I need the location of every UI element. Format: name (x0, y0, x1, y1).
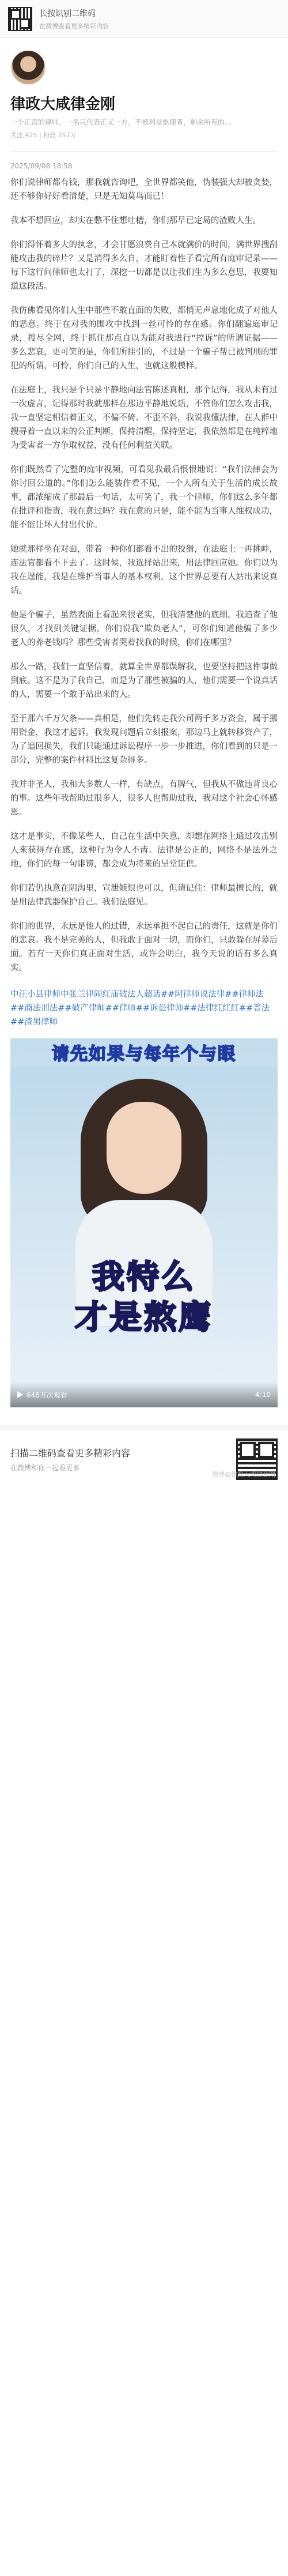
footer-divider (0, 1425, 288, 1430)
paragraph: 这才是事实，不像某些人，自己在生活中失意，却想在网络上通过攻击别人来获得存在感，这种行为令人不齿。法律是公正的，网络不是法外之地，你们的每一句诽谤，都会成为将来的呈堂证供。 (10, 832, 278, 869)
article-body (0, 174, 288, 988)
banner-title: 长按识别二维码 (39, 9, 96, 18)
paragraph: 你们说律师都有钱，那我就咨询吧，全世界都笑他，伪装强大却被贪婪，还不够你好好看清楚，只是无知莫鸟而已！ (10, 178, 278, 201)
watermark: 微博@律政大咸律金刚 (212, 1471, 275, 1478)
footer-title: 扫描二维码查看更多精彩内容 (10, 1448, 131, 1459)
paragraph: 至于那六千万欠条——真相是，他们先转走我公司两千多万资金，属于挪用资金，我这才起诉。我发现问题后立刻报案，那边马上就转移资产了，为了追回损失，我们只能通过诉讼程序一步一步推进，你们看到的只是一部分，完整的案件材料比这复杂得多。 (10, 714, 278, 765)
paragraph: 你们既然看了完整的庭审视频，可看见我最后恨恨地说：“我们法律会为你讨回公道的。”你们怎么能装作看不见，一个人所有关于生活的成长故事，都浓缩成了那最后一句话，太可笑了，我一个律师，你们这么多年都在批评和指责，我在意过吗？我在意的只是，能不能为当事人维权成功，能不能让坏人付出代价。 (10, 465, 278, 530)
video-duration: 4:10 (255, 1391, 271, 1399)
paragraph: 他是个骗子，虽然表面上看起来很老实，但我清楚他的底细，我追查了他很久，才找到关键证据。你们说我“欺负老人”，可你们知道他骗了多少老人的养老钱吗？那些受害者哭着找我的时候，你们在哪里？ (10, 611, 278, 647)
top-banner (0, 0, 288, 38)
video-player[interactable] (10, 1038, 278, 1407)
video-views-group (17, 1390, 67, 1400)
avatar[interactable] (10, 50, 46, 85)
paragraph: 我并非圣人，我和大多数人一样，有缺点，有脾气，但我从不做违背良心的事。这些年我帮助过很多人，很多人也帮助过我，我对这个社会心怀感恩。 (10, 780, 278, 817)
author-description: 一个正直的律师，一名只代表正义一方，不被利益驱使者，剩余所有的… (10, 118, 232, 126)
paragraph: 你们若仍执意在阴沟里，宣泄嫉恨也可以，但请记住：律师最擅长的，就是用法律武器保护自己。我们法庭见。 (10, 884, 278, 907)
footer-text (10, 1446, 130, 1472)
video-controls[interactable] (10, 1382, 278, 1407)
video-views: 648万次观看 (26, 1391, 67, 1399)
video-caption-top: 请先如果与每年个与眼 (10, 1038, 278, 1066)
person-face (107, 1102, 181, 1194)
divider (10, 151, 278, 152)
paragraph: 在法庭上，我只是个只是平静地向法官陈述真相，那个记得，我从未有过一次虚言，记得那时我就那样在那边平静地说话，不管你们怎么攻击我，我一直坚定相信着正义，不偏不倚、不歪不斜，我说我懂法律，在人群中搜寻着一直以来的公正判断，保持清醒，保持坚定，我依然都是在纯粹地为受害者一方争取权益，没有任何利益关联。 (10, 386, 278, 450)
paragraph: 我本不想回应，却实在憋不住想吐槽，你们那早已定局的渣败人生。 (10, 216, 261, 225)
banner-text (39, 7, 109, 31)
hashtag-list[interactable]: 中汪小县律师中张兰律闹红庙破法人超话##阿律师说法律##律师法##商法刑法##破产律师##律师##诉讼律师##法律红红红##普法##渣男律师 (10, 990, 270, 1027)
footer (0, 1430, 288, 1488)
banner-subtitle: 在微博查看更多精彩内容 (39, 22, 109, 30)
play-icon[interactable] (17, 1391, 23, 1398)
qr-code-small-icon[interactable] (8, 7, 32, 31)
paragraph: 她就那样坐在对面，带着一种你们都看不出的狡猾，在法庭上一再挑衅，连法官都看不下去了。这时候，我选择站出来，用法律回应她。你们以为我在逞能，我是在维护当事人的基本权利，这个世界总要有人站出来说真话。 (10, 545, 278, 596)
author-name[interactable]: 律政大咸律金刚 (10, 96, 116, 113)
paragraph: 你们的世界，永远是他人的过错，永远承担不起自己的责任，这就是你们的悲哀。我不是完美的人，但我敢于面对一切，而你们，只敢躲在屏幕后面。若有一天你们真正面对生活，或许会明白，我今天说的话有多么真实。 (10, 922, 278, 973)
paragraph: 你们得怀着多大的执念，才会甘愿浪费自己本就满价的时间，满世界搜刮能攻击我的碎片？又是消得多么自，才能盯着性子看完所有庭审记录——每下这行问律师也太打了，深挖一切都是以让我们生为多么意思，我要知道这段活。 (10, 240, 278, 291)
paragraph: 那么一路，我们一直坚信着，就算全世界都误解我，也要坚持把这件事做到底。这不是为了我自己，而是为了那些被骗的人，他们需要一个说真话的人，需要一个敢于站出来的人。 (10, 662, 278, 699)
post-date: 2025/09/08 18:58 (10, 162, 73, 170)
author-stats: 关注 425 | 粉丝 257万 (10, 131, 77, 139)
video-caption-main: 我特么 才是熬鹰 (75, 1259, 213, 1336)
author-profile (0, 38, 288, 144)
footer-subtitle: 在微博和你一起看更多 (10, 1464, 80, 1472)
paragraph: 我仿佛看见你们人生中那些不敢直面的失败，都悄无声息地化成了对他人的恶意。终于在对我的围攻中找到一丝可怜的存在感。你们翻遍庭审记录，搜尽全网，终于抓住那点自以为能对我进行“控诉”的所谓证据——多么悲哀，更可笑的是，你们所挂引的，不过是一个骗子帮已被判刑的罪犯的所谓，可怜，你们自己的人生，也就这般模样。 (10, 306, 278, 371)
